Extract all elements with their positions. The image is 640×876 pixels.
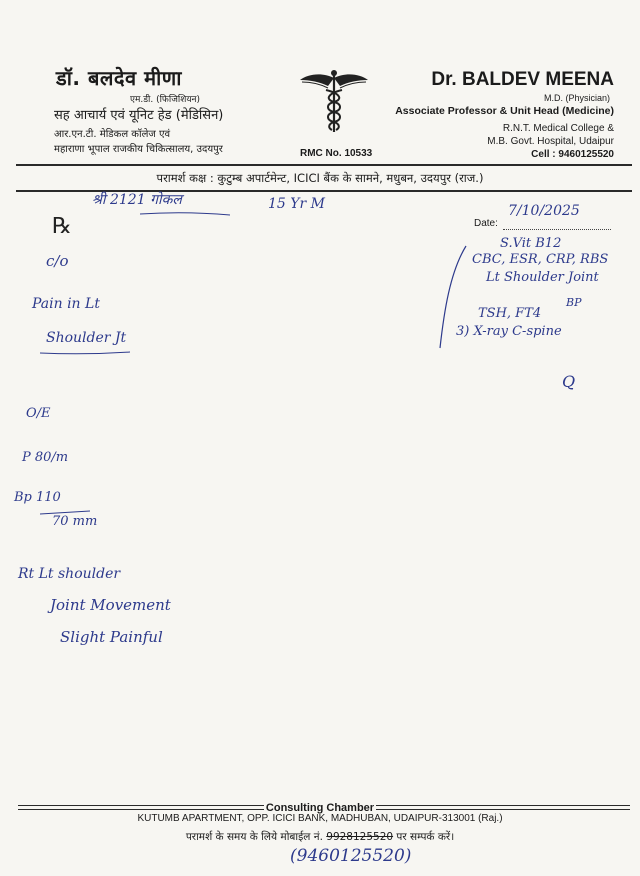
- handwritten-pulse: P 80/m: [22, 450, 69, 465]
- date-line: [503, 229, 611, 230]
- doctor-cell-number: Cell : 9460125520: [531, 149, 614, 160]
- footer-phone-prefix: परामर्श के समय के लिये मोबाईल नं.: [185, 831, 323, 843]
- footer-phone-suffix: पर सम्पर्क करें।: [396, 831, 455, 843]
- doctor-title-english: Associate Professor & Unit Head (Medicine): [395, 105, 614, 117]
- doctor-title-hindi: सह आचार्य एवं यूनिट हेड (मेडिसिन): [54, 108, 224, 123]
- consult-address-hindi: परामर्श कक्ष : कुटुम्ब अपार्टमेन्ट, ICICI बैंक के सामने, मधुबन, उदयपुर (राज.): [156, 171, 484, 185]
- handwritten-advice-5: 3) X-ray C-spine: [456, 324, 562, 339]
- handwritten-advice-3: Lt Shoulder Joint: [486, 270, 599, 285]
- handwritten-exam-3: Slight Painful: [60, 628, 163, 646]
- doctor-name-hindi: डॉ. बलदेव मीणा: [56, 66, 182, 90]
- handwritten-advice-4: TSH, FT4: [478, 306, 542, 321]
- caduceus-icon: [298, 68, 370, 134]
- handwritten-underline: [140, 211, 230, 217]
- handwritten-oe: O/E: [26, 406, 51, 421]
- institution-line2-hindi: महाराणा भूपाल राजकीय चिकित्सालय, उदयपुर: [54, 144, 223, 155]
- rx-symbol: ℞: [52, 214, 72, 239]
- handwritten-complaint-1: Pain in Lt: [32, 296, 100, 312]
- handwritten-advice-1: S.Vit B12: [500, 236, 562, 251]
- footer-title: Consulting Chamber: [265, 802, 375, 814]
- footer-phone-line: [0, 830, 640, 844]
- handwritten-patient-name: श्री 2121 गोकल: [92, 192, 182, 208]
- handwritten-underline-2: [40, 350, 130, 356]
- doctor-degree-hindi: एम.डी. (फिजिशियन): [130, 95, 201, 105]
- institution-line2-english: M.B. Govt. Hospital, Udaipur: [487, 136, 614, 147]
- doctor-degree-english: M.D. (Physician): [543, 93, 610, 103]
- handwritten-bp-line: [40, 510, 90, 516]
- footer-phone-struck: 9928125520: [326, 831, 394, 843]
- handwritten-bp-2: 70 mm: [52, 514, 98, 529]
- footer-address: KUTUMB APARTMENT, OPP. ICICI BANK, MADHUBAN, UDAIPUR-313001 (Raj.): [137, 813, 503, 824]
- date-label: Date:: [474, 218, 498, 229]
- handwritten-patient-age: 15 Yr M: [268, 196, 325, 212]
- header-rule-top: [16, 164, 632, 166]
- handwritten-complaint-2: Shoulder Jt: [46, 330, 127, 346]
- handwritten-date: 7/10/2025: [508, 203, 580, 219]
- handwritten-co: c/o: [46, 252, 69, 270]
- handwritten-footer-phone: (9460125520): [290, 846, 412, 866]
- institution-line1-hindi: आर.एन.टी. मेडिकल कॉलेज एवं: [54, 129, 171, 140]
- handwritten-bp-1: Bp 110: [14, 490, 61, 505]
- rmc-number: RMC No. 10533: [300, 148, 373, 159]
- handwritten-exam-1: Rt Lt shoulder: [18, 566, 121, 582]
- institution-line1-english: R.N.T. Medical College &: [502, 123, 614, 134]
- doctor-name-english: Dr. BALDEV MEENA: [431, 69, 614, 90]
- handwritten-exam-2: Joint Movement: [50, 596, 171, 614]
- handwritten-advice-bp: BP: [566, 296, 582, 309]
- handwritten-advice-2: CBC, ESR, CRP, RBS: [472, 252, 609, 267]
- handwritten-initial: Q: [562, 372, 576, 391]
